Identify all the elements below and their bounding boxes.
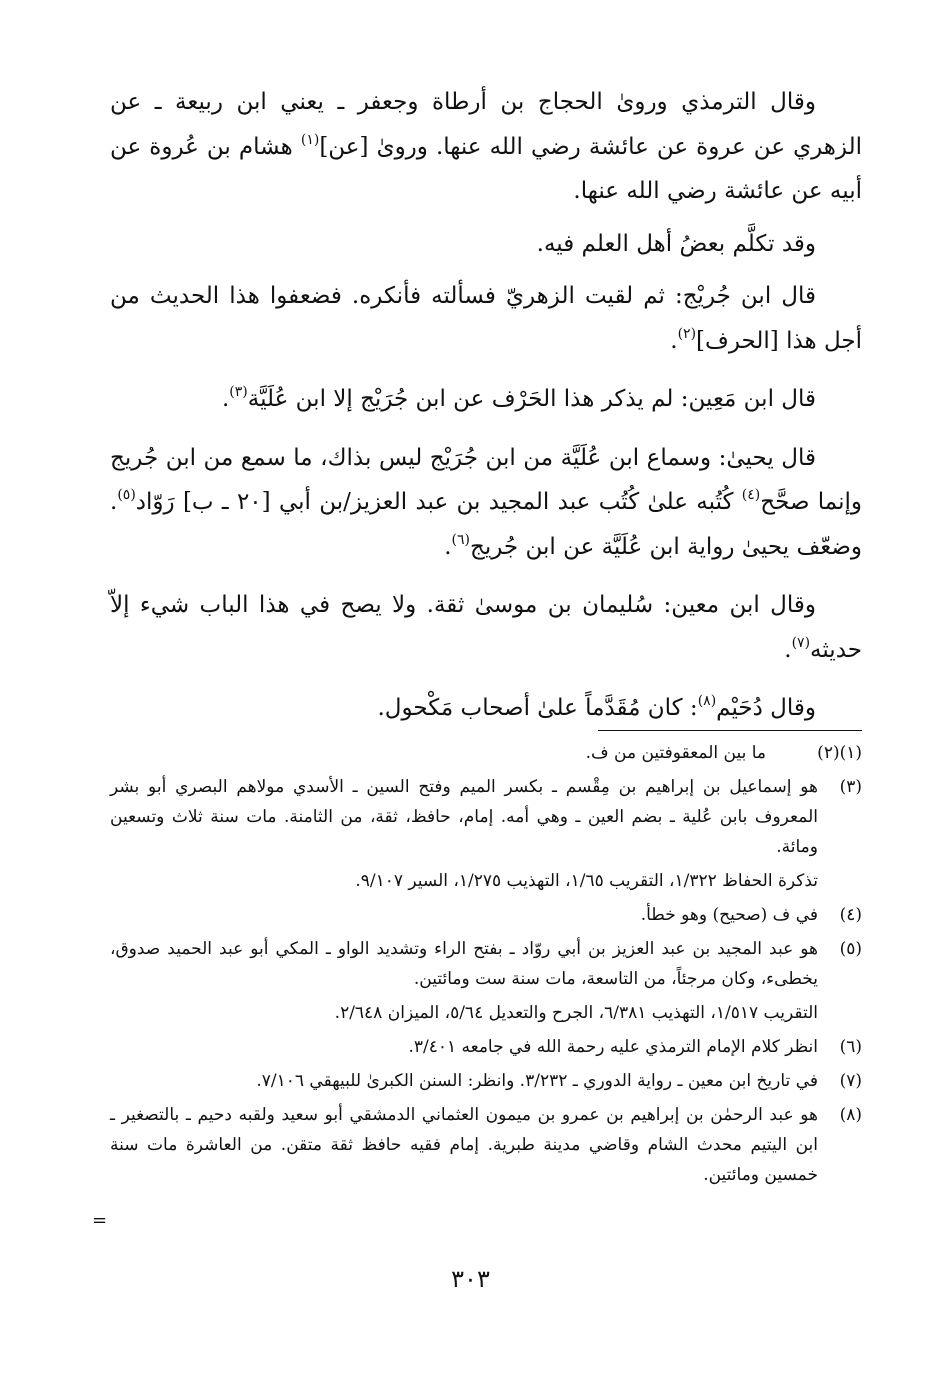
text-run: وقال الترمذي ورویٰ الحجاج بن أرطاة وجعفر ـ يعني ابن ربيعة ـ عن	[110, 89, 816, 115]
footnote-separator	[598, 730, 862, 731]
footnote-ref-2: (٢)	[677, 325, 697, 342]
text-run: وقال دُحَيْم	[716, 695, 816, 721]
footnotes	[110, 738, 862, 1194]
footnote-6	[110, 1032, 862, 1062]
page-number: ٣٠٣	[451, 1265, 490, 1293]
footnote-ref-5: (٥)	[117, 487, 136, 503]
footnote-number: (٧)	[839, 1071, 862, 1091]
text-run: .	[670, 327, 678, 354]
paragraph-tirmidhi	[110, 80, 862, 214]
footnote-ref-4: (٤)	[741, 487, 761, 503]
text-run: قال يحيىٰ: وسماع ابن عُلَيَّة من ابن جُرَيْج ليس بذاك، ما سمع من ابن جُريج وإنما صحَّح	[110, 444, 862, 515]
footnote-references: تذكرة الحفاظ ١/٣٢٢، التقريب ١/٦٥، التهذيب ١/٢٧٥، السير ٩/١٠٧.	[355, 871, 818, 891]
footnote-number: (٣)	[839, 777, 862, 797]
footnote-number: (٤)	[839, 905, 862, 925]
text-run: كُتُبه علىٰ كُتُب عبد المجيد بن عبد العزيز/بن أبي [٢٠ ـ ب] رَوّاد	[135, 489, 742, 515]
paragraph-yahya	[110, 436, 862, 570]
paragraph-criticism	[110, 222, 862, 267]
text-run: وقد تكلَّم بعضُ أهل العلم فيه.	[536, 230, 816, 257]
footnote-text: هو عبد الرحمٰن بن إبراهيم بن عمرو بن ميمون العثماني الدمشقي أبو سعيد ولقبه دحيم ـ بالتصغير ـ ابن اليتيم محدث الشام وقاضي مدينة طبرية. إمام فقيه حافظ ثقة متقن. من العاشرة مات سنة خمسين ومائتين.	[110, 1105, 818, 1185]
footnote-4	[110, 900, 862, 930]
footnote-1-2	[110, 738, 862, 768]
text-run: قال ابن مَعِين: لم يذكر هذا الحَرْف عن ابن جُرَيْج إلا ابن عُلَيَّة	[247, 386, 816, 412]
paragraph-sulayman	[110, 583, 862, 672]
text-run: .	[444, 533, 452, 560]
footnote-text: في ف (صحيح) وهو خطأ.	[640, 905, 818, 925]
footnote-3	[110, 772, 862, 896]
footnote-8	[110, 1100, 862, 1190]
footnote-ref-7: (٧)	[791, 634, 811, 651]
footnote-ref-3: (٣)	[229, 384, 248, 400]
text-run: : كان مُقَدَّماً علىٰ أصحاب مَكْحول.	[377, 695, 698, 721]
footnote-number: (٨)	[839, 1105, 862, 1125]
footnote-ref-6: (٦)	[451, 531, 470, 548]
text-run: وقال ابن معين: سُليمان بن موسىٰ ثقة. ولا يصح في هذا الباب شيء إلاّ حديثه	[110, 592, 862, 663]
footnote-text: هو عبد المجيد بن عبد العزيز بن أبي روّاد ـ بفتح الراء وتشديد الواو ـ المكي أبو عبد الحميد صدوق، يخطىء، وكان مرجئاً، من التاسعة، مات سنة ست ومائتين.	[110, 939, 818, 989]
text-run: هشام بن عُروة	[149, 133, 301, 160]
footnote-text: انظر كلام الإمام الترمذي عليه رحمة الله في جامعه ٣/٤٠١.	[408, 1037, 818, 1057]
paragraph-ibn-main	[110, 377, 862, 422]
footnote-text: ما بين المعقوفتين من ف.	[585, 743, 766, 763]
footnote-5	[110, 934, 862, 1028]
paragraph-duhaym	[110, 686, 862, 731]
continuation-mark: =	[92, 1210, 108, 1231]
main-text	[110, 80, 862, 739]
footnote-7	[110, 1066, 862, 1096]
footnote-number: (١)(٢)	[817, 743, 862, 763]
footnote-number: (٥)	[839, 939, 862, 959]
text-run: . وضعّف يحيىٰ رواية ابن عُلَيَّة عن ابن جُريج	[110, 489, 862, 560]
footnote-ref-1: (١)	[300, 131, 320, 148]
text-run: الزهري عن عروة عن عائشة رضي الله عنها. وروىٰ [عن]	[319, 133, 863, 160]
text-run: .	[221, 386, 230, 412]
footnote-ref-8: (٨)	[697, 693, 717, 709]
footnote-references: التقريب ١/٥١٧، التهذيب ٦/٣٨١، الجرح والتعديل ٥/٦٤، الميزان ٢/٦٤٨.	[334, 1003, 818, 1023]
paragraph-ibn-jurayj	[110, 274, 862, 363]
text-run: .	[784, 636, 792, 663]
text-run: عن أبيه عن عائشة رضي الله عنها.	[110, 133, 862, 204]
text-run: قال ابن جُريْج: ثم لقيت الزهريّ فسألته فأنكره. فضعفوا هذا الحديث من أجل هذا [الحرف]	[110, 283, 862, 354]
footnote-text: هو إسماعيل بن إبراهيم بن مِقْسم ـ بكسر الميم وفتح السين ـ الأسدي مولاهم البصري أبو بشر المعروف بابن عُلية ـ بضم العين ـ وهي أمه. إمام، حافظ، ثقة، من الثامنة. مات سنة ثلاث وتسعين ومائة.	[110, 777, 818, 857]
footnote-number: (٦)	[839, 1037, 862, 1057]
footnote-text: في تاريخ ابن معين ـ رواية الدوري ـ ٣/٢٣٢. وانظر: السنن الكبرىٰ للبيهقي ٧/١٠٦.	[256, 1071, 818, 1091]
